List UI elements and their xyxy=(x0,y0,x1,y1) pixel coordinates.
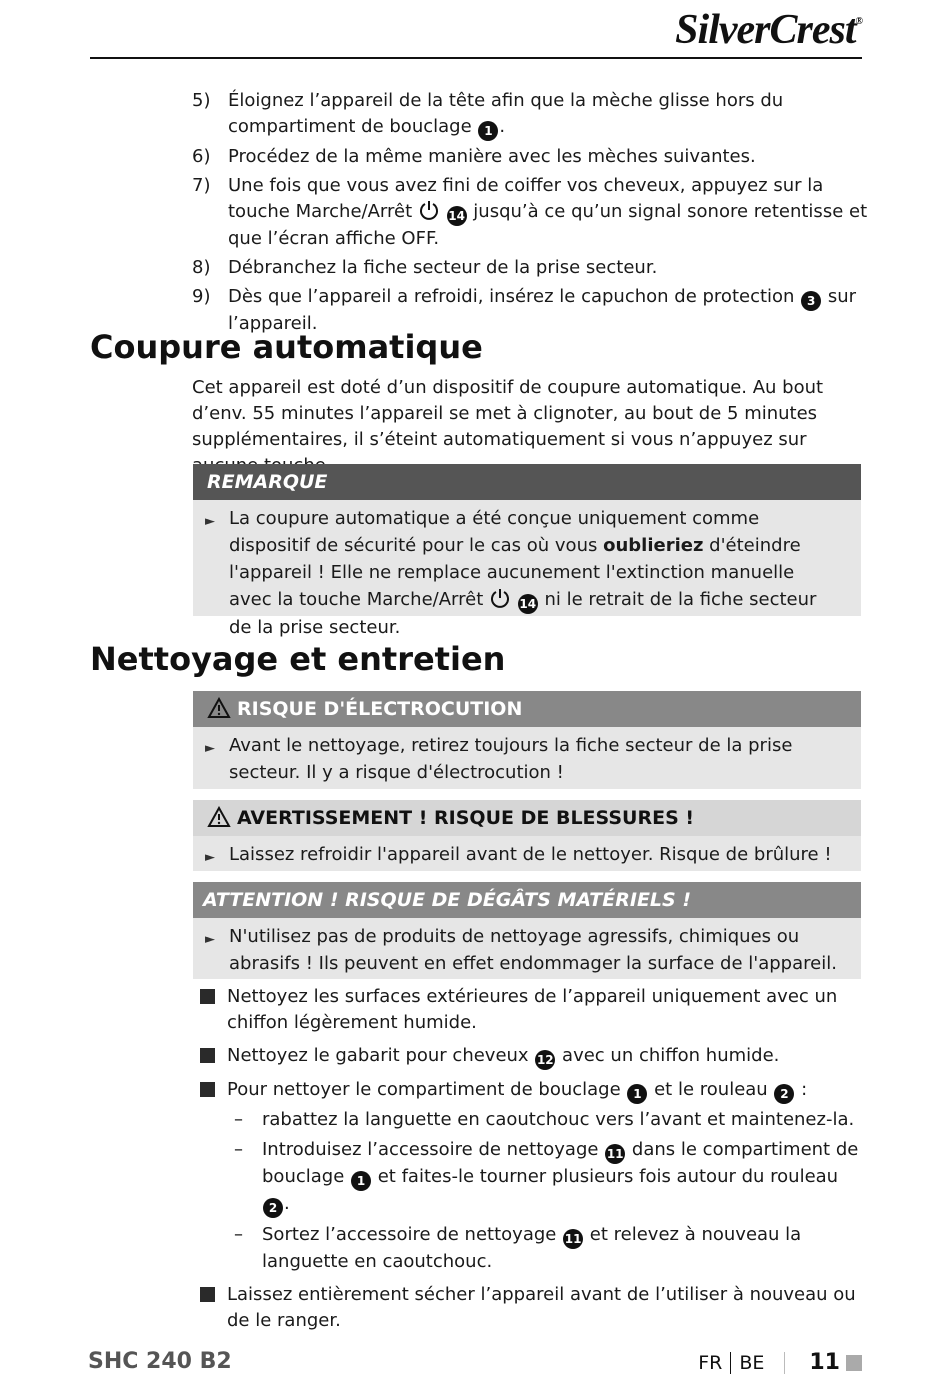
brand-logo: SilverCrest® xyxy=(675,7,862,53)
warning-damage-content: ► N'utilisez pas de produits de nettoyage agressifs, chimiques ou abrasifs ! Ils peuvent en effet endommager la surface de l'appareil. xyxy=(205,926,837,974)
footer-divider xyxy=(784,1352,785,1374)
square-bullet-icon xyxy=(200,1287,215,1302)
note-title: REMARQUE xyxy=(193,464,861,500)
warning-electrocution-title: RISQUE D'ÉLECTROCUTION xyxy=(193,691,861,727)
square-bullet-icon xyxy=(200,1082,215,1097)
bullet-item: Nettoyez le gabarit pour cheveux 12 avec un chiffon humide. xyxy=(192,1043,860,1070)
dash-item: – rabattez la languette en caoutchouc vers l’avant et maintenez-la. xyxy=(234,1109,855,1130)
warning-injury xyxy=(193,800,861,871)
bullet-item: Pour nettoyer le compartiment de bouclage 1 et le rouleau 2 : xyxy=(192,1077,860,1104)
ref-badge: 3 xyxy=(801,291,821,311)
footer-lang-be: BE xyxy=(739,1351,765,1374)
arrow-icon: ► xyxy=(205,932,215,947)
warning-injury-content: ► Laissez refroidir l'appareil avant de le nettoyer. Risque de brûlure ! xyxy=(193,836,861,872)
section-title-cleaning: Nettoyage et entretien xyxy=(90,640,506,678)
ref-badge: 2 xyxy=(263,1198,283,1218)
ref-badge: 1 xyxy=(627,1084,647,1104)
bullet-item: Laissez entièrement sécher l’appareil avant de l’utiliser à nouveau ou de le ranger. xyxy=(192,1282,860,1334)
warning-electrocution-content: ► Avant le nettoyage, retirez toujours la fiche secteur de la prise secteur. Il y a risque d'électrocution ! xyxy=(205,735,793,783)
step-5: 5) Éloignez l’appareil de la tête afin que la mèche glisse hors du compartiment de bouclage 1 . xyxy=(192,88,872,141)
warning-damage-title: ATTENTION ! RISQUE DE DÉGÂTS MATÉRIELS ! xyxy=(193,882,861,918)
power-icon xyxy=(489,587,511,609)
ref-badge: 1 xyxy=(478,121,498,141)
warning-injury-title: AVERTISSEMENT ! RISQUE DE BLESSURES ! xyxy=(193,800,861,836)
bullet-item: Nettoyez les surfaces extérieures de l’appareil uniquement avec un chiffon légèrement humide. xyxy=(192,984,860,1036)
warning-triangle-icon xyxy=(207,806,231,828)
note-content: ► La coupure automatique a été conçue uniquement comme dispositif de sécurité pour le cas où vous oublieriez d'éteindre l'appareil ! Elle ne remplace aucunement l'extinction manuelle avec la touche Marche/Arrêt 14 ni le retrait de la fiche secteur de la prise secteur. xyxy=(205,508,817,638)
step-9: 9) Dès que l’appareil a refroidi, insérez le capuchon de protection 3 sur l’appareil. xyxy=(192,286,857,334)
cleaning-instructions xyxy=(192,984,860,1341)
ref-badge: 11 xyxy=(605,1144,625,1164)
step-6: 6) Procédez de la même manière avec les mèches suivantes. xyxy=(192,146,756,167)
auto-off-paragraph: Cet appareil est doté d’un dispositif de coupure automatique. Au bout d’env. 55 minutes l’appareil se met à clignoter, au bout de 5 minutes supplémentaires, il s’éteint automatiquement si vous n’appuyez sur xyxy=(192,377,824,450)
warning-damage xyxy=(193,882,861,979)
step-7: 7) Une fois que vous avez fini de coiffer vos cheveux, appuyez sur la touche Marche/Arrêt 14 jusqu’à ce qu’un signal sonore retentisse et que l’écran affiche OFF. xyxy=(192,175,868,249)
ref-badge: 1 xyxy=(351,1171,371,1191)
ref-badge: 14 xyxy=(518,594,538,614)
square-bullet-icon xyxy=(200,989,215,1004)
ref-badge: 11 xyxy=(563,1229,583,1249)
footer-divider xyxy=(730,1352,731,1374)
footer-page-info xyxy=(698,1350,862,1375)
power-icon xyxy=(418,199,440,221)
section-title-auto-off: Coupure automatique xyxy=(90,328,483,366)
arrow-icon: ► xyxy=(205,514,215,529)
step-8: 8) Débranchez la fiche secteur de la prise secteur. xyxy=(192,257,658,278)
page-marker-icon xyxy=(846,1355,862,1371)
square-bullet-icon xyxy=(200,1048,215,1063)
arrow-icon: ► xyxy=(205,741,215,756)
steps-list xyxy=(192,88,872,340)
header-rule xyxy=(90,57,862,59)
ref-badge: 2 xyxy=(774,1084,794,1104)
dash-item: – Sortez l’accessoire de nettoyage 11 et relevez à nouveau la languette en caoutchouc. xyxy=(234,1224,802,1272)
warning-electrocution xyxy=(193,691,861,789)
ref-badge: 12 xyxy=(535,1050,555,1070)
ref-badge: 14 xyxy=(447,206,467,226)
note-box xyxy=(193,464,861,638)
page-number: 11 xyxy=(809,1350,840,1375)
dash-item: – Introduisez l’accessoire de nettoyage 11 dans le compartiment de bouclage 1 et faites-le tourner plusieurs fois autour du rouleau 2 . xyxy=(192,1137,860,1218)
warning-triangle-icon xyxy=(207,697,231,719)
arrow-icon: ► xyxy=(205,850,215,865)
footer-model: SHC 240 B2 xyxy=(88,1349,232,1374)
footer-lang-fr: FR xyxy=(698,1351,723,1374)
